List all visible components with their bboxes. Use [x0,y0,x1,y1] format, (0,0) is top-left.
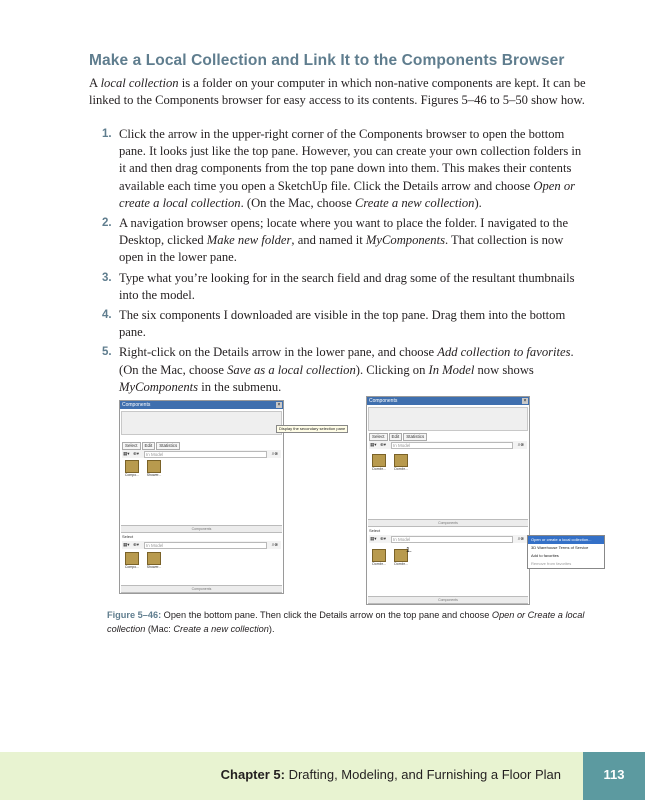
tab-edit[interactable]: Edit [142,442,156,450]
menu-item-remove-favorites[interactable]: Remove from favorites [531,561,572,566]
tab-select[interactable]: Select [122,442,141,450]
home-icon[interactable]: ▦▾ [370,536,377,541]
tab-bar [369,433,428,440]
step-text: . (On the Mac, choose [119,345,574,377]
step-text: Type what you’re looking for in the search field and drag some of the resultant thumbnails into the model. [119,270,575,302]
step-text: A navigation browser opens; locate where you want to place the folder. I navigated to the Desktop, clicked [119,216,569,248]
component-icon [394,454,408,467]
tooltip: Display the secondary selection pane [276,425,348,433]
step-text: . That collection is now open in the lower pane. [119,233,564,265]
component-icon [372,549,386,562]
screenshot-components-left [119,400,284,594]
page-footer [0,752,645,800]
component-icon [125,460,139,473]
step-number: 2. [102,217,112,230]
step-italic-text: In Model [428,362,475,377]
details-icon[interactable]: ⊕▾ [133,451,140,456]
component-thumbnail[interactable]: Dornbr... [369,454,389,471]
step-item [89,307,589,341]
details-menu [527,535,605,569]
intro-text-start: A [89,76,101,90]
page-number: 113 [583,752,645,800]
menu-item-open-or-create[interactable]: Open or create a local collection... [528,536,604,544]
tab-edit[interactable]: Edit [389,433,403,441]
step-text: now shows [474,362,534,377]
component-icon [147,460,161,473]
preview-strip [368,407,528,431]
intro-paragraph [89,75,589,109]
details-arrow-icon[interactable]: ⌕⊗ [517,536,524,541]
home-icon[interactable]: ▦▾ [123,451,130,456]
menu-item-terms[interactable]: 3D Warehouse Terms of Service [531,545,589,550]
component-icon [125,552,139,565]
caption-italic: Create a new collection [173,624,269,634]
step-text: Right-click on the Details arrow in the lower pane, and choose [119,345,438,360]
figure-label: Figure 5–46: [107,610,162,620]
component-icon [372,454,386,467]
step-italic-text: Add collection to favorites [437,345,571,360]
chapter-title: Drafting, Modeling, and Furnishing a Floor Plan [284,767,561,782]
running-footer [221,752,561,800]
steps-list [89,126,589,399]
lower-pane-label: Select [369,528,381,533]
component-thumbnail[interactable]: Compo... [122,552,142,569]
step-italic-text: Open or create a local collection [119,178,576,210]
home-icon[interactable]: ▦▾ [370,442,377,447]
step-text: , and named it [291,233,366,248]
step-item [89,270,589,304]
search-icon[interactable]: ⌕⊗ [517,442,524,447]
thumbnails-top [369,454,413,474]
step-text: ). [474,195,482,210]
step-italic-text: MyComponents [119,379,199,394]
step-italic-text: Make new folder [206,233,292,248]
component-thumbnail[interactable]: Dornbr... [391,549,411,566]
step-item [89,344,589,396]
home-icon[interactable]: ▦▾ [123,542,130,547]
caption-text: ). [268,624,275,634]
details-icon[interactable]: ⊕▾ [380,536,387,541]
pane-divider-bottom: Components [368,596,528,604]
search-input[interactable]: In Model [144,451,267,458]
step-text: The six components I downloaded are visible in the top pane. Drag them into the bottom pane. [119,308,566,340]
step-number: 4. [102,309,112,322]
step-item [89,126,589,212]
tab-bar [122,442,181,449]
component-icon [147,552,161,565]
step-item [89,215,589,267]
pane-divider-bottom: Components [121,585,282,593]
step-text: . (On the Mac, choose [240,195,355,210]
component-thumbnail[interactable]: Dornbr... [369,549,389,566]
component-thumbnail[interactable]: Shower... [144,552,164,569]
tab-statistics[interactable]: Statistics [403,433,427,441]
menu-item-add-favorites[interactable]: Add to favorites [531,553,559,558]
search-row [369,441,527,449]
step-number: 1. [102,128,112,140]
preview-strip [121,411,282,435]
chapter-label: Chapter 5: [220,767,285,782]
step-number: 3. [102,271,112,284]
callout-label: 1. [406,547,412,554]
step-text: Click the arrow in the upper-right corner of the Components browser to open the bottom pane. It looks just like the top pane. However, you can create your own collection folders in it and then drag components from the top pane down into them. This makes their contents available each time you open a SketchUp file. Click the Details arrow and choose [119,127,582,193]
search-icon[interactable]: ⌕⊗ [271,542,278,547]
close-icon: × [277,402,281,408]
lower-pane-label: Select [122,534,134,539]
component-thumbnail[interactable]: Shower... [144,460,164,477]
caption-text: Open the bottom pane. Then click the Details arrow on the top pane and choose [161,610,492,620]
pane-divider[interactable]: Components [121,525,282,533]
figure-caption [107,608,587,636]
step-text: in the submenu. [198,379,282,394]
component-thumbnail[interactable]: Compo... [122,460,142,477]
step-italic-text: Save as a local collection [227,362,356,377]
thumbnails-top [122,460,166,480]
lower-search-input[interactable]: In Model [391,536,513,543]
tab-select[interactable]: Select [369,433,388,441]
tab-statistics[interactable]: Statistics [156,442,180,450]
window-title: Components [120,401,283,409]
caption-italic: Open or Create a local collection [107,610,585,634]
lower-search-row [122,541,281,549]
search-input[interactable]: In Model [391,442,513,449]
caption-text: (Mac: [145,624,174,634]
close-icon: × [523,398,527,404]
lower-search-row [369,535,527,543]
search-icon[interactable]: ⌕⊗ [271,451,278,456]
details-icon[interactable]: ⊕▾ [380,442,387,447]
window-title: Components [367,397,529,405]
intro-term: local collection [100,76,179,90]
step-text: ). Clicking on [355,362,429,377]
step-italic-text: MyComponents [365,233,445,248]
pane-divider[interactable]: Components [368,519,528,527]
intro-text-end: is a folder on your computer in which non-native components are kept. It can be linked to the Components browser for easy access to its contents. Figures 5–46 to 5–50 show how. [89,76,586,108]
screenshot-components-right [366,396,530,605]
details-icon[interactable]: ⊕▾ [133,542,140,547]
component-thumbnail[interactable]: Dornbr... [391,454,411,471]
search-row [122,450,281,458]
step-italic-text: Create a new collection [354,195,475,210]
step-number: 5. [102,346,112,359]
thumbnails-bottom [122,552,166,572]
lower-search-input[interactable]: In Model [144,542,267,549]
section-heading: Make a Local Collection and Link It to the Components Browser [89,52,565,69]
